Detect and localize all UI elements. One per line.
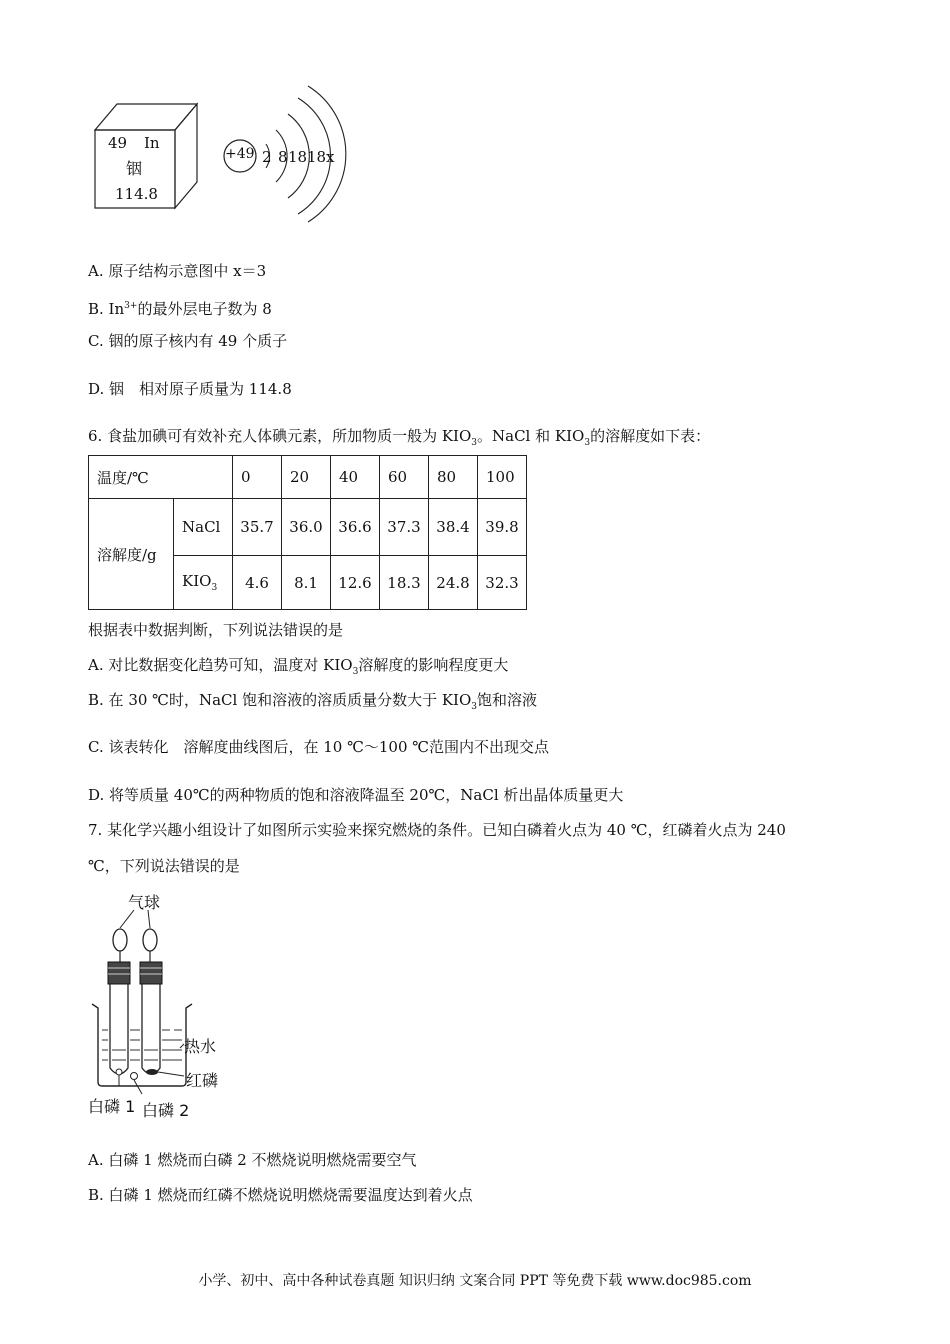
q6-option-a: A. 对比数据变化趋势可知，温度对 $KIO_3$溶解度的影响程度更大 bbox=[88, 656, 509, 677]
solubility-header: 溶解度/g bbox=[89, 499, 174, 610]
q6-option-d: D. 将等质量 40℃的两种物质的饱和溶液降温至 20℃，NaCl 析出晶体质量更大 bbox=[88, 786, 624, 804]
page-footer: 小学、初中、高中各种试卷真题 知识归纳 文案合同 PPT 等免费下载 www.doc985.com bbox=[198, 1273, 752, 1289]
table-cell: 12.6 bbox=[331, 556, 380, 610]
experiment-apparatus bbox=[86, 890, 246, 1120]
table-cell: 24.8 bbox=[429, 556, 478, 610]
q6-stem: 6. 食盐加碘可有效补充人体碘元素，所加物质一般为 $KIO_3$。NaCl 和 $KIO_3$的溶解度如下表： bbox=[88, 427, 711, 448]
q6-option-b: B. 在 30 ℃时，NaCl 饱和溶液的溶质质量分数大于 $KIO_3$饱和溶液 bbox=[88, 691, 538, 712]
q5-option-c: C. 铟的原子核内有 49 个质子 bbox=[88, 332, 288, 350]
q6-option-c: C. 该表转化 溶解度曲线图后，在 10 ℃～100 ℃范围内不出现交点 bbox=[88, 738, 550, 756]
shell-4-electrons: 18 bbox=[307, 148, 327, 166]
q7-option-b: B. 白磷 1 燃烧而红磷不燃烧说明燃烧需要温度达到着火点 bbox=[88, 1186, 473, 1204]
element-number: 49 bbox=[108, 134, 128, 152]
table-cell: 4.6 bbox=[233, 556, 282, 610]
solubility-table bbox=[88, 455, 527, 610]
table-cell: 36.6 bbox=[331, 499, 380, 556]
table-cell: 36.0 bbox=[282, 499, 331, 556]
table-cell: 20 bbox=[282, 456, 331, 499]
table-cell: 39.8 bbox=[478, 499, 527, 556]
temp-header: 温度/℃ bbox=[89, 456, 233, 499]
shell-2-electrons: 8 bbox=[278, 148, 288, 166]
table-cell: 40 bbox=[331, 456, 380, 499]
q7-stem-line1: 7. 某化学兴趣小组设计了如图所示实验来探究燃烧的条件。已知白磷着火点为 40 ℃，红磷着火点为 240 bbox=[88, 821, 786, 839]
table-row bbox=[89, 456, 527, 499]
white-phosphorus-1-label: 白磷 1 bbox=[88, 1097, 136, 1116]
table-cell: 0 bbox=[233, 456, 282, 499]
element-name: 铟 bbox=[126, 159, 143, 178]
table-cell: 32.3 bbox=[478, 556, 527, 610]
white-phosphorus-2-label: 白磷 2 bbox=[142, 1101, 190, 1120]
table-cell: 100 bbox=[478, 456, 527, 499]
q7-stem-line2: ℃，下列说法错误的是 bbox=[88, 857, 240, 875]
table-cell: 80 bbox=[429, 456, 478, 499]
shell-3-electrons: 18 bbox=[288, 148, 308, 166]
table-cell: 35.7 bbox=[233, 499, 282, 556]
atom-structure-diagram bbox=[218, 84, 348, 224]
q5-option-d: D. 铟 相对原子质量为 114.8 bbox=[88, 380, 292, 398]
table-cell: 37.3 bbox=[380, 499, 429, 556]
nucleus-charge: +49 bbox=[225, 146, 255, 162]
q7-option-a: A. 白磷 1 燃烧而白磷 2 不燃烧说明燃烧需要空气 bbox=[88, 1151, 417, 1169]
red-phosphorus-label: 红磷 bbox=[186, 1071, 219, 1090]
table-cell: 60 bbox=[380, 456, 429, 499]
table-cell: 8.1 bbox=[282, 556, 331, 610]
hot-water-label: 热水 bbox=[184, 1037, 217, 1056]
combustion-experiment-diagram bbox=[86, 890, 246, 1120]
q6-question: 根据表中数据判断，下列说法错误的是 bbox=[88, 621, 344, 639]
nacl-label: NaCl bbox=[174, 499, 233, 556]
element-card bbox=[88, 96, 208, 214]
element-mass: 114.8 bbox=[115, 185, 158, 203]
shell-1-electrons: 2 bbox=[262, 148, 272, 166]
element-symbol: In bbox=[144, 134, 160, 152]
q5-option-b: B. $In^{3+}$的最外层电子数为 8 bbox=[88, 300, 272, 318]
kio3-label: $KIO_3$ bbox=[174, 556, 233, 610]
q5-option-a: A. 原子结构示意图中 x＝3 bbox=[88, 262, 267, 280]
table-cell: 18.3 bbox=[380, 556, 429, 610]
shell-5-electrons: x bbox=[326, 148, 335, 166]
table-cell: 38.4 bbox=[429, 499, 478, 556]
balloon-label: 气球 bbox=[128, 893, 161, 912]
table-row bbox=[89, 499, 527, 556]
